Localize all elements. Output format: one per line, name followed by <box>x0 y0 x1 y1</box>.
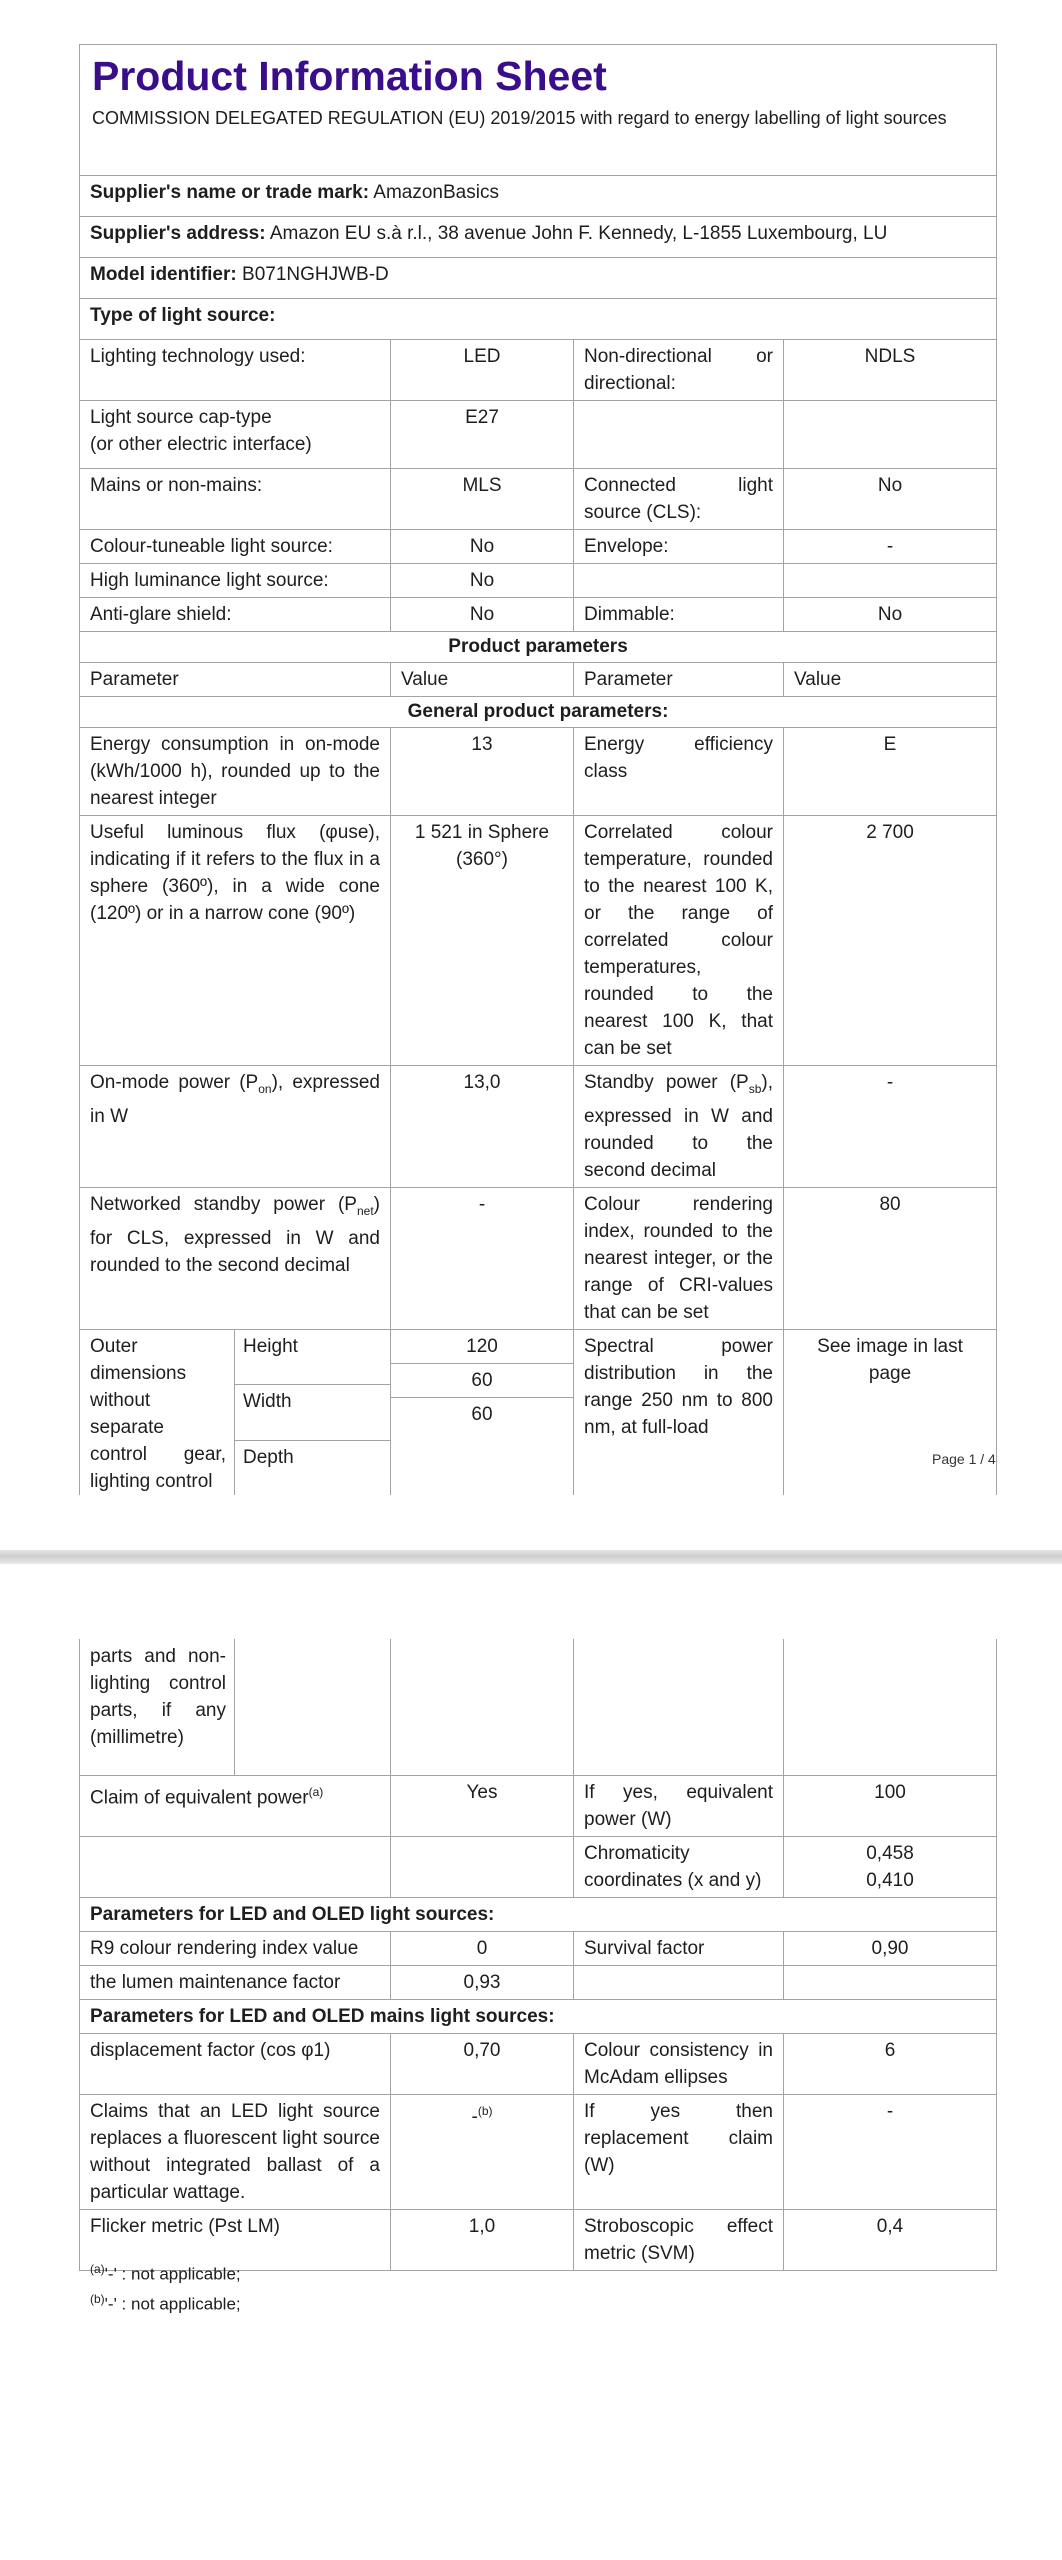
supplier-address-value: Amazon EU s.à r.l., 38 avenue John F. Kennedy, L-1855 Luxembourg, LU <box>269 223 888 244</box>
table-row <box>80 340 997 401</box>
table-row <box>80 1966 997 2000</box>
supplier-address-row <box>80 217 997 258</box>
product-sheet-table-page-2 <box>79 1639 997 2271</box>
type-param-value: No <box>784 469 997 530</box>
type-param <box>574 564 784 598</box>
supplier-name-row <box>80 176 997 217</box>
type-value: No <box>391 530 574 564</box>
dimensions-label: Outer dimensions without separate control gear, lighting control <box>80 1330 235 1495</box>
type-param: Dimmable: <box>574 598 784 632</box>
cri-label: Colour rendering index, rounded to the nearest integer, or the range of CRI-values that can be set <box>574 1187 784 1329</box>
led-mains-parameters-heading: Parameters for LED and OLED mains light sources: <box>80 2000 997 2034</box>
table-row <box>80 564 997 598</box>
type-param: Non-directional or directional: <box>574 340 784 401</box>
table-row <box>80 1187 997 1329</box>
table-row <box>80 1932 997 1966</box>
type-param-value: No <box>784 598 997 632</box>
energy-consumption-value: 13 <box>391 728 574 816</box>
table-row <box>80 728 997 816</box>
displacement-factor-value: 0,70 <box>391 2034 574 2095</box>
page-separator <box>0 1550 1062 1564</box>
on-mode-power-value: 13,0 <box>391 1066 574 1188</box>
type-value: MLS <box>391 469 574 530</box>
page-number: Page 1 / 4 <box>932 1451 996 1467</box>
type-param-value <box>784 564 997 598</box>
table-row <box>80 401 997 469</box>
led-replacement-claim-value: -$^{(b)}$ <box>391 2095 574 2210</box>
type-param-value <box>784 401 997 469</box>
table-row <box>80 816 997 1066</box>
cap-type-sublabel: (or other electric interface) <box>90 434 312 455</box>
stroboscopic-label: Stroboscopic effect metric (SVM) <box>574 2210 784 2271</box>
colour-temperature-value: 2 700 <box>784 816 997 1066</box>
displacement-factor-label: displacement factor (cos φ1) <box>80 2034 391 2095</box>
type-label: Mains or non-mains: <box>80 469 391 530</box>
footnote-a <box>90 2256 241 2288</box>
type-label: Colour-tuneable light source: <box>80 530 391 564</box>
spectral-distribution-value: See image in last page <box>784 1329 997 1495</box>
table-row <box>80 2034 997 2095</box>
type-label: Lighting technology used: <box>80 340 391 401</box>
model-label: Model identifier: <box>90 264 237 285</box>
type-param <box>574 401 784 469</box>
colour-consistency-value: 6 <box>784 2034 997 2095</box>
survival-factor-label: Survival factor <box>574 1932 784 1966</box>
lumen-maintenance-label: the lumen maintenance factor <box>80 1966 391 2000</box>
r9-value: 0 <box>391 1932 574 1966</box>
survival-factor-value: 0,90 <box>784 1932 997 1966</box>
type-label: High luminance light source: <box>80 564 391 598</box>
height-label: Height <box>235 1330 391 1385</box>
cri-value: 80 <box>784 1187 997 1329</box>
chromaticity-label: Chromaticity coordinates (x and y) <box>574 1837 784 1898</box>
col-header-value: Value <box>391 663 574 697</box>
equivalent-power-value: 100 <box>784 1776 997 1837</box>
model-value: B071NGHJWB-D <box>242 264 389 285</box>
product-sheet-table-page-1 <box>79 44 997 1495</box>
model-row <box>80 258 997 299</box>
equivalent-power-label: If yes, equivalent power (W) <box>574 1776 784 1837</box>
width-label: Width <box>235 1385 391 1441</box>
r9-label: R9 colour rendering index value <box>80 1932 391 1966</box>
supplier-address-label: Supplier's address: <box>90 223 266 244</box>
col-header-value-2: Value <box>784 663 997 697</box>
standby-power-label: Standby power $(P_{sb})$, expressed in W and rounded to the second decimal <box>574 1066 784 1188</box>
table-row <box>80 2095 997 2210</box>
led-replacement-claim-label: Claims that an LED light source replaces a fluorescent light source without integrated ballast of a particular wattage. <box>80 2095 391 2210</box>
dimensions-label-continued: parts and non-lighting control parts, if any (millimetre) <box>80 1639 235 1775</box>
footnote-mark: (a) <box>90 2262 105 2276</box>
networked-standby-value: - <box>391 1187 574 1329</box>
page-title: Product Information Sheet <box>92 53 607 99</box>
type-value: LED <box>391 340 574 401</box>
spectral-distribution-label: Spectral power distribution in the range 250 nm to 800 nm, at full-load <box>574 1329 784 1495</box>
footnote-text: '-' : not applicable; <box>104 2294 241 2314</box>
chromaticity-value <box>784 1837 997 1898</box>
standby-power-value: - <box>784 1066 997 1188</box>
dimensions-cell <box>80 1329 391 1495</box>
table-row <box>80 1776 997 1837</box>
type-param-value: NDLS <box>784 340 997 401</box>
led-parameters-heading: Parameters for LED and OLED light sources: <box>80 1898 997 1932</box>
table-row <box>80 469 997 530</box>
table-row <box>80 1066 997 1188</box>
flicker-metric-value: 1,0 <box>391 2210 574 2271</box>
table-row <box>80 530 997 564</box>
footnote-b <box>90 2286 241 2318</box>
networked-standby-label: Networked standby power $(P_{net})$ for CLS, expressed in W and rounded to the second decimal <box>80 1187 391 1329</box>
type-label <box>80 401 391 469</box>
on-mode-power-label: On-mode power $(P_{on})$, expressed in W <box>80 1066 391 1188</box>
title-cell <box>80 45 997 176</box>
dimensions-values <box>391 1329 574 1495</box>
depth-label: Depth <box>243 1446 294 1468</box>
type-value: No <box>391 564 574 598</box>
colour-consistency-label: Colour consistency in McAdam ellipses <box>574 2034 784 2095</box>
general-parameters-heading: General product parameters: <box>80 697 997 728</box>
type-heading: Type of light source: <box>80 299 997 340</box>
supplier-name-label: Supplier's name or trade mark: <box>90 182 370 203</box>
replacement-claim-label: If yes then replacement claim (W) <box>574 2095 784 2210</box>
column-header-row <box>80 663 997 697</box>
colour-temperature-label: Correlated colour temperature, rounded to the nearest 100 K, or the range of correlated colour temperatures, rounded to the nearest 100 K, that can be set <box>574 816 784 1066</box>
regulation-text: COMMISSION DELEGATED REGULATION (EU) 2019/2015 with regard to energy labelling of light sources <box>92 108 947 128</box>
luminous-flux-label: Useful luminous flux (φuse), indicating if it refers to the flux in a sphere (360º), in a wide cone (120º) or in a narrow cone (90º) <box>80 816 391 1066</box>
depth-value: 60 <box>471 1403 493 1425</box>
height-value: 120 <box>391 1330 573 1364</box>
claim-label: Claim of equivalent power$^{(a)}$ <box>80 1776 391 1837</box>
energy-class-value: E <box>784 728 997 816</box>
product-parameters-heading: Product parameters <box>80 632 997 663</box>
dimensions-continued-row <box>80 1639 997 1776</box>
stroboscopic-value: 0,4 <box>784 2210 997 2271</box>
page-2 <box>0 1564 1062 2560</box>
chromaticity-y: 0,410 <box>866 1870 914 1891</box>
dimensions-continued-cell <box>80 1639 391 1776</box>
dimensions-row <box>80 1329 997 1495</box>
lumen-maintenance-value: 0,93 <box>391 1966 574 2000</box>
type-value: E27 <box>391 401 574 469</box>
footnote-text: '-' : not applicable; <box>104 2264 241 2284</box>
cap-type-label: Light source cap-type <box>90 407 272 428</box>
width-value: 60 <box>391 1363 573 1397</box>
supplier-name-value: AmazonBasics <box>373 182 499 203</box>
luminous-flux-value: 1 521 in Sphere (360°) <box>391 816 574 1066</box>
type-label: Anti-glare shield: <box>80 598 391 632</box>
chromaticity-x: 0,458 <box>866 1843 914 1864</box>
table-row <box>80 598 997 632</box>
type-param-value: - <box>784 530 997 564</box>
type-value: No <box>391 598 574 632</box>
replacement-claim-value: - <box>784 2095 997 2210</box>
col-header-parameter-2: Parameter <box>574 663 784 697</box>
col-header-parameter: Parameter <box>80 663 391 697</box>
footnote-mark: (b) <box>90 2292 105 2306</box>
energy-consumption-label: Energy consumption in on-mode (kWh/1000 h), rounded up to the nearest integer <box>80 728 391 816</box>
flicker-metric-label: Flicker metric (Pst LM) <box>80 2210 391 2271</box>
claim-value: Yes <box>391 1776 574 1837</box>
energy-class-label: Energy efficiency class <box>574 728 784 816</box>
type-param: Envelope: <box>574 530 784 564</box>
table-row <box>80 1837 997 1898</box>
type-param: Connected light source (CLS): <box>574 469 784 530</box>
